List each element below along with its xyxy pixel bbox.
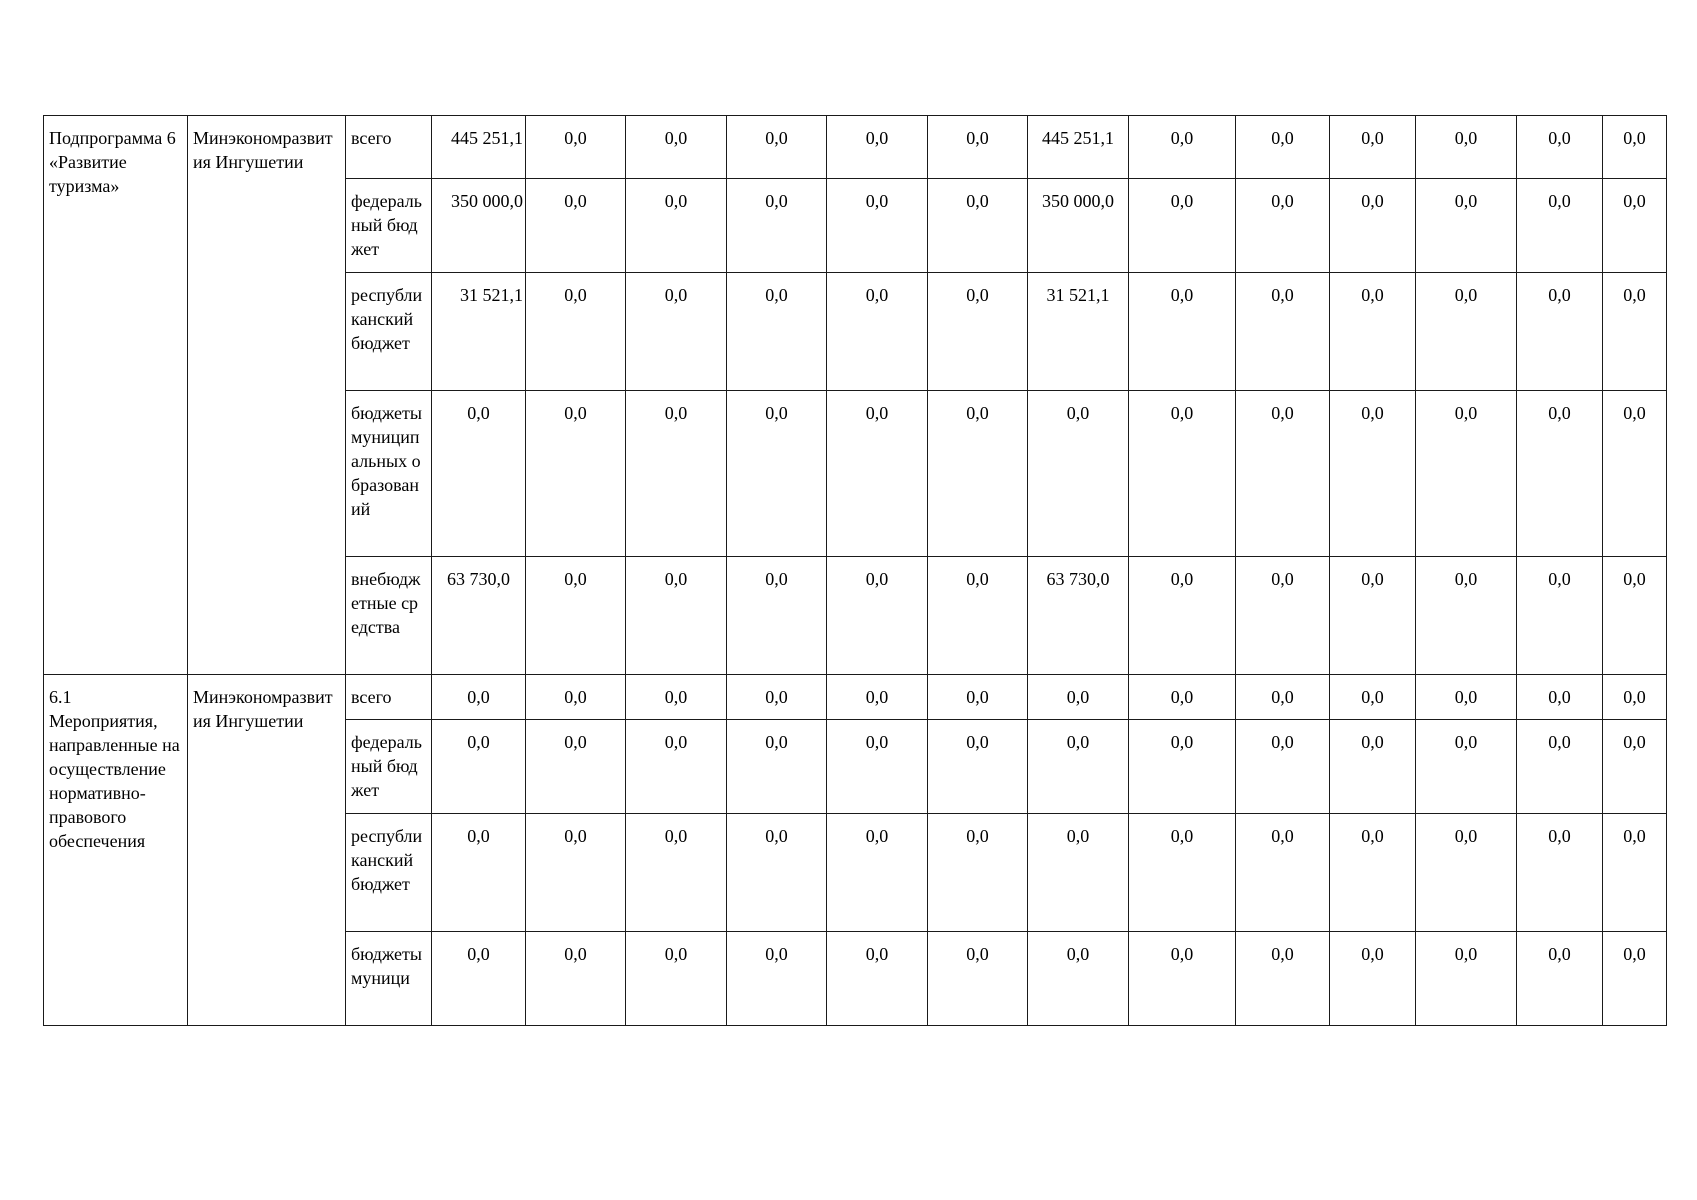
value-cell: 0,0 [626,557,727,675]
value-cell: 63 730,0 [1028,557,1129,675]
value-cell: 0,0 [1416,391,1517,557]
program-name-cell: 6.1 Мероприятия, направленные на осуществление нормативно-правового обеспечения [44,675,188,1026]
value-cell: 0,0 [1603,391,1667,557]
value-cell: 0,0 [1603,675,1667,720]
value-cell: 0,0 [526,675,626,720]
funding-source-cell: республиканский бюджет [346,273,432,391]
value-cell: 0,0 [1517,179,1603,273]
program-name-cell: Подпрограмма 6 «Развитие туризма» [44,116,188,675]
value-cell: 0,0 [526,391,626,557]
value-cell: 350 000,0 [1028,179,1129,273]
value-cell: 0,0 [432,675,526,720]
value-cell: 350 000,0 [432,179,526,273]
value-cell: 0,0 [526,273,626,391]
value-cell: 31 521,1 [1028,273,1129,391]
value-cell: 445 251,1 [432,116,526,179]
value-cell: 0,0 [626,814,727,932]
value-cell: 0,0 [1416,932,1517,1026]
value-cell: 0,0 [1236,116,1330,179]
value-cell: 0,0 [1236,932,1330,1026]
funding-source-cell: бюджеты муниципальных образований [346,391,432,557]
value-cell: 0,0 [526,557,626,675]
value-cell: 0,0 [1603,273,1667,391]
value-cell: 0,0 [727,273,827,391]
funding-source-cell: республиканский бюджет [346,814,432,932]
value-cell: 0,0 [626,391,727,557]
value-cell: 0,0 [626,675,727,720]
value-cell: 0,0 [827,932,928,1026]
value-cell: 0,0 [1517,932,1603,1026]
value-cell: 0,0 [727,814,827,932]
value-cell: 0,0 [1129,273,1236,391]
value-cell: 31 521,1 [432,273,526,391]
value-cell: 0,0 [1028,932,1129,1026]
value-cell: 0,0 [1129,932,1236,1026]
value-cell: 0,0 [827,720,928,814]
value-cell: 0,0 [827,557,928,675]
value-cell: 0,0 [432,932,526,1026]
value-cell: 0,0 [1517,675,1603,720]
value-cell: 0,0 [526,179,626,273]
value-cell: 0,0 [1330,116,1416,179]
value-cell: 445 251,1 [1028,116,1129,179]
responsible-org-cell: Минэкономразвития Ингушетии [188,116,346,675]
funding-table [43,115,1667,1026]
value-cell: 0,0 [1517,557,1603,675]
funding-source-cell: бюджеты муници [346,932,432,1026]
value-cell: 0,0 [1129,720,1236,814]
value-cell: 0,0 [827,675,928,720]
value-cell: 0,0 [1603,179,1667,273]
value-cell: 0,0 [1236,675,1330,720]
value-cell: 0,0 [1603,557,1667,675]
value-cell: 0,0 [1416,720,1517,814]
value-cell: 0,0 [1330,179,1416,273]
value-cell: 0,0 [626,179,727,273]
value-cell: 0,0 [928,557,1028,675]
value-cell: 0,0 [1603,814,1667,932]
table-row [44,116,1667,179]
value-cell: 0,0 [1236,814,1330,932]
funding-source-cell: федеральный бюджет [346,720,432,814]
value-cell: 0,0 [727,116,827,179]
value-cell: 0,0 [1517,116,1603,179]
value-cell: 63 730,0 [432,557,526,675]
value-cell: 0,0 [827,116,928,179]
value-cell: 0,0 [727,720,827,814]
value-cell: 0,0 [526,932,626,1026]
value-cell: 0,0 [827,814,928,932]
value-cell: 0,0 [1416,116,1517,179]
value-cell: 0,0 [1603,116,1667,179]
value-cell: 0,0 [827,273,928,391]
value-cell: 0,0 [1236,179,1330,273]
value-cell: 0,0 [928,814,1028,932]
value-cell: 0,0 [928,675,1028,720]
value-cell: 0,0 [432,814,526,932]
value-cell: 0,0 [1330,391,1416,557]
value-cell: 0,0 [1028,814,1129,932]
value-cell: 0,0 [626,720,727,814]
value-cell: 0,0 [1236,391,1330,557]
value-cell: 0,0 [1603,932,1667,1026]
value-cell: 0,0 [1330,720,1416,814]
funding-source-cell: внебюджетные средства [346,557,432,675]
value-cell: 0,0 [1330,814,1416,932]
value-cell: 0,0 [1517,273,1603,391]
value-cell: 0,0 [526,720,626,814]
value-cell: 0,0 [928,391,1028,557]
value-cell: 0,0 [1603,720,1667,814]
value-cell: 0,0 [1330,273,1416,391]
value-cell: 0,0 [1416,179,1517,273]
value-cell: 0,0 [526,814,626,932]
value-cell: 0,0 [1129,675,1236,720]
value-cell: 0,0 [1330,557,1416,675]
value-cell: 0,0 [1236,720,1330,814]
value-cell: 0,0 [1416,273,1517,391]
value-cell: 0,0 [1330,675,1416,720]
value-cell: 0,0 [1416,675,1517,720]
value-cell: 0,0 [1129,814,1236,932]
value-cell: 0,0 [727,391,827,557]
value-cell: 0,0 [1028,675,1129,720]
value-cell: 0,0 [928,179,1028,273]
value-cell: 0,0 [827,179,928,273]
funding-source-cell: всего [346,675,432,720]
value-cell: 0,0 [1236,557,1330,675]
value-cell: 0,0 [1028,391,1129,557]
funding-source-cell: федеральный бюджет [346,179,432,273]
value-cell: 0,0 [928,720,1028,814]
value-cell: 0,0 [727,179,827,273]
table-row [44,675,1667,720]
value-cell: 0,0 [432,720,526,814]
value-cell: 0,0 [1517,391,1603,557]
value-cell: 0,0 [526,116,626,179]
value-cell: 0,0 [1236,273,1330,391]
value-cell: 0,0 [1517,720,1603,814]
value-cell: 0,0 [1416,814,1517,932]
value-cell: 0,0 [727,932,827,1026]
value-cell: 0,0 [1330,932,1416,1026]
value-cell: 0,0 [626,932,727,1026]
value-cell: 0,0 [432,391,526,557]
value-cell: 0,0 [1129,557,1236,675]
value-cell: 0,0 [1129,116,1236,179]
value-cell: 0,0 [928,932,1028,1026]
value-cell: 0,0 [626,116,727,179]
value-cell: 0,0 [928,273,1028,391]
value-cell: 0,0 [1129,391,1236,557]
value-cell: 0,0 [727,557,827,675]
value-cell: 0,0 [827,391,928,557]
value-cell: 0,0 [1129,179,1236,273]
value-cell: 0,0 [1416,557,1517,675]
value-cell: 0,0 [1028,720,1129,814]
value-cell: 0,0 [626,273,727,391]
value-cell: 0,0 [727,675,827,720]
value-cell: 0,0 [1517,814,1603,932]
funding-source-cell: всего [346,116,432,179]
value-cell: 0,0 [928,116,1028,179]
responsible-org-cell: Минэкономразвития Ингушетии [188,675,346,1026]
